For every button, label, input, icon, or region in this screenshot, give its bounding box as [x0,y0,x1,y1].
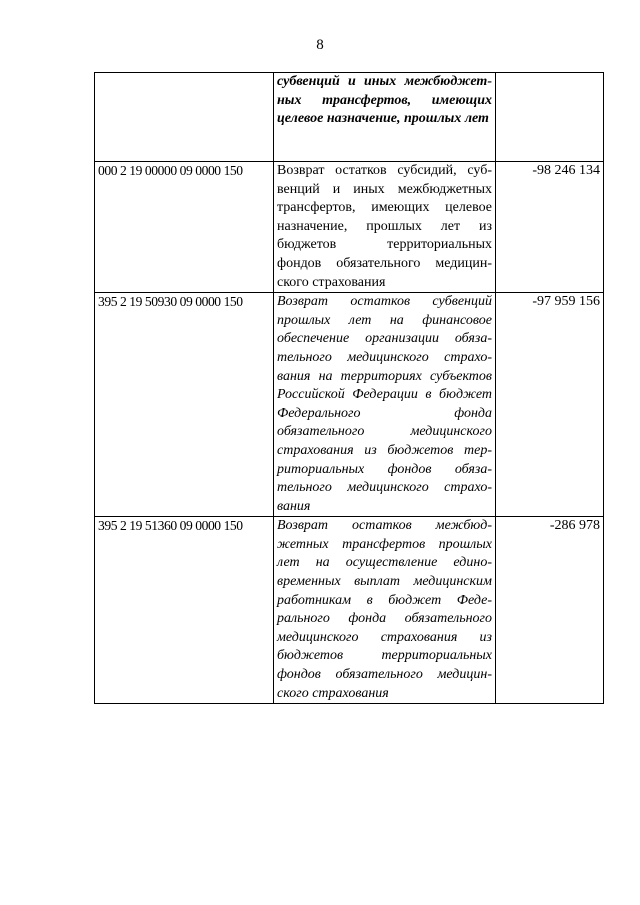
amount-cell: -286 978 [496,517,604,704]
table-row [95,73,604,162]
amount-cell [496,73,604,162]
budget-code-cell [95,73,274,162]
amount-cell: -97 959 156 [496,293,604,517]
budget-code-cell: 000 2 19 00000 09 0000 150 [95,162,274,293]
table-row [95,517,604,704]
page-number: 8 [316,37,324,53]
budget-code-cell: 395 2 19 51360 09 0000 150 [95,517,274,704]
description-cell: субвенций и иных межбюджетных трансфертов, имеющих целевое назначение, прошлых лет [274,73,496,162]
budget-table [94,72,604,704]
table-row [95,162,604,293]
budget-code-cell: 395 2 19 50930 09 0000 150 [95,293,274,517]
amount-cell: -98 246 134 [496,162,604,293]
table-row [95,293,604,517]
description-cell: Возврат остатков субсидий, субвенций и иных межбюджетных трансфертов, имеющих целевое назначение, прошлых лет из бюджетов территориальных фондов обязательного медицинского страхования [274,162,496,293]
description-cell: Возврат остатков межбюджетных трансфертов прошлых лет на осуществление единовременных выплат медицинским работникам в бюджет Федерального фонда обязательного медицинского страхования из бюджетов территориальных фондов обязательного медицинского страхования [274,517,496,704]
description-cell: Возврат остатков субвенций прошлых лет на финансовое обеспечение организации обязательного медицинского страхования на территориях субъектов Российской Федерации в бюджет Федерального фонда обязательного медицинского страхования из бюджетов территориальных фондов обязательного медицинского страхования [274,293,496,517]
